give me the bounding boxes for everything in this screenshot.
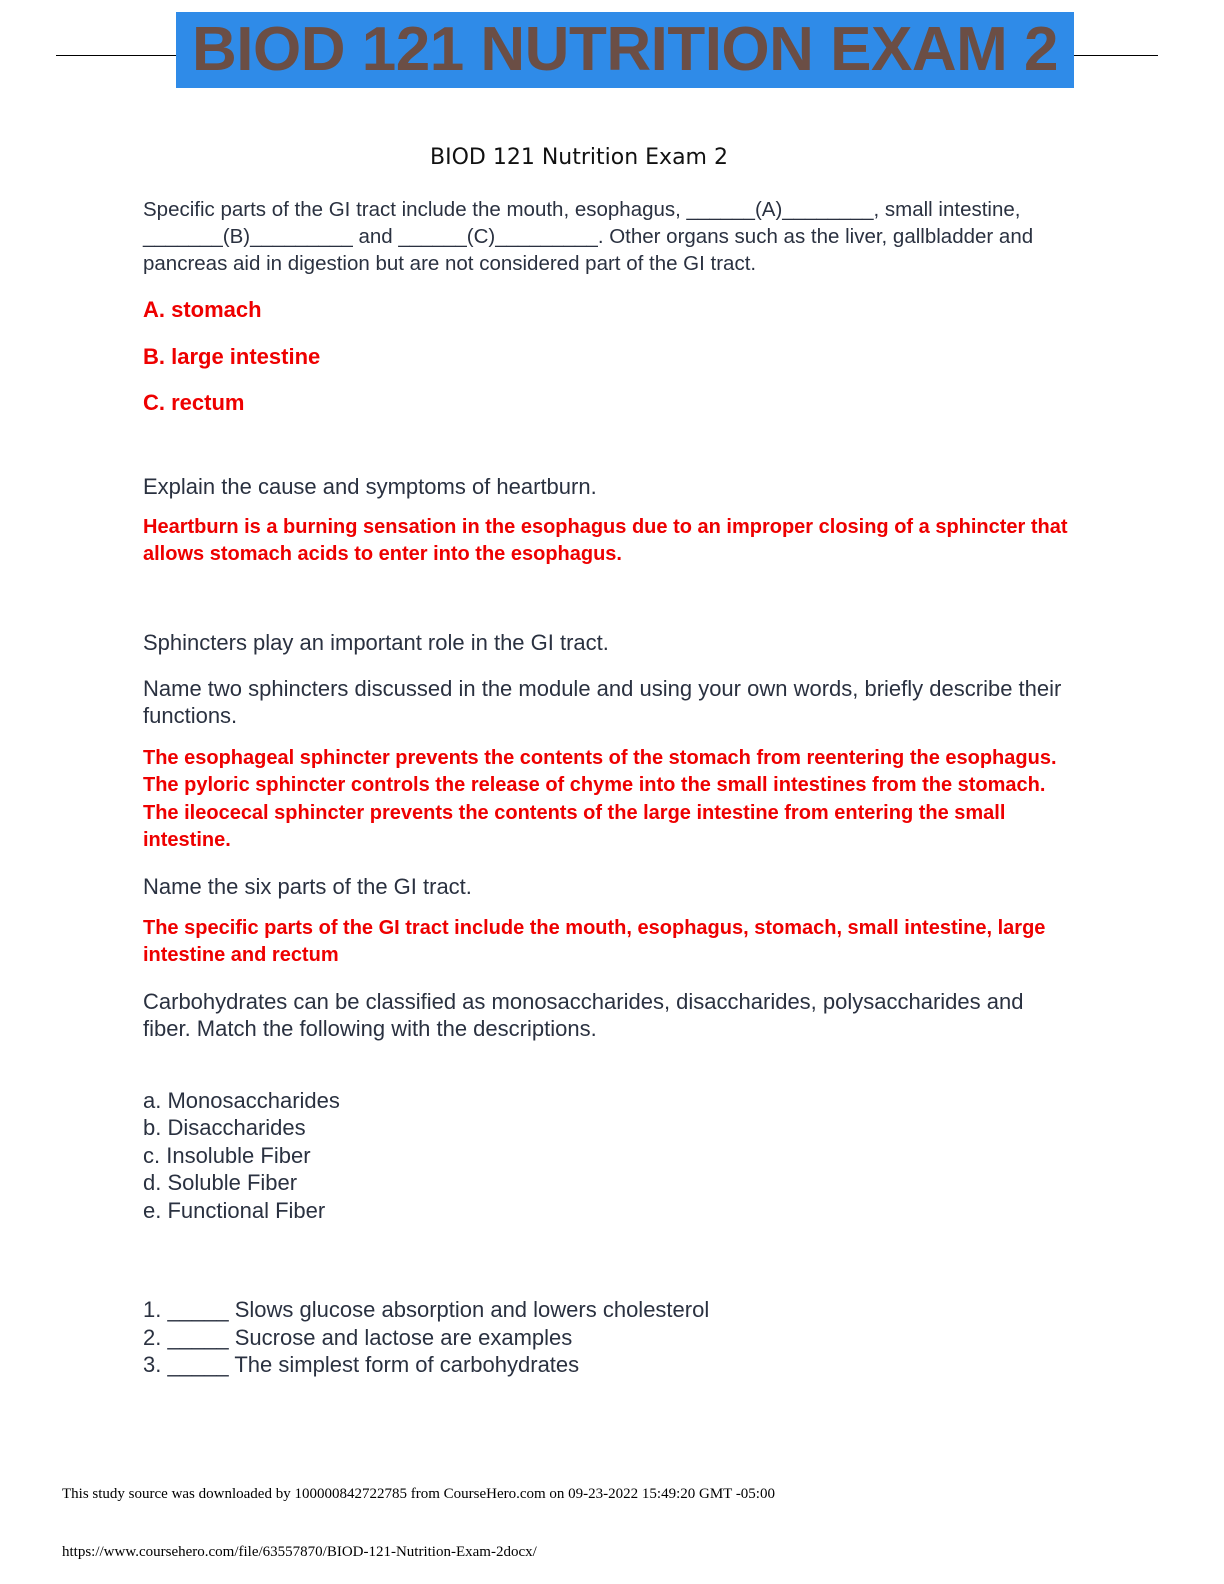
download-source-note: This study source was downloaded by 100000842722785 from CourseHero.com on 09-23-2022 15:49:20 GMT -05:00 bbox=[62, 1486, 775, 1502]
question-carbohydrates: Carbohydrates can be classified as monosaccharides, disaccharides, polysaccharides and fiber. Match the following with the descriptions. bbox=[143, 988, 1024, 1041]
question-gi-parts: Specific parts of the GI tract include the mouth, esophagus, ______(A)________, small intestine, _______(B)_________ and ______(C)_________. Other organs such as the liver, gallbladder and pancreas aid in digestion but are not considered part of the GI tract. bbox=[143, 198, 1034, 275]
list-item: d. Soluble Fiber bbox=[143, 1170, 298, 1195]
answer-heartburn: Heartburn is a burning sensation in the esophagus due to an improper closing of a sphincter that allows stomach acids to enter into the esophagus. bbox=[143, 515, 1068, 565]
list-item: 3. _____ The simplest form of carbohydrates bbox=[143, 1352, 580, 1377]
list-item: e. Functional Fiber bbox=[143, 1197, 326, 1223]
answer-a: A. stomach bbox=[143, 297, 262, 322]
document-title: BIOD 121 Nutrition Exam 2 bbox=[430, 145, 728, 170]
list-item: 1. _____ Slows glucose absorption and lowers cholesterol bbox=[143, 1297, 710, 1322]
answer-six-parts: The specific parts of the GI tract include the mouth, esophagus, stomach, small intestine, large intestine and rectum bbox=[143, 916, 1046, 966]
list-item: a. Monosaccharides bbox=[143, 1087, 340, 1113]
answer-b: B. large intestine bbox=[143, 343, 321, 369]
source-url[interactable]: https://www.coursehero.com/file/63557870/BIOD-121-Nutrition-Exam-2docx/ bbox=[62, 1544, 537, 1560]
sphincter-intro: Sphincters play an important role in the GI tract. bbox=[143, 629, 609, 655]
question-sphincters: Name two sphincters discussed in the module and using your own words, briefly describe their functions. bbox=[143, 675, 1062, 728]
list-item: b. Disaccharides bbox=[143, 1115, 306, 1140]
answer-sphincters: The esophageal sphincter prevents the contents of the stomach from reentering the esophagus. The pyloric sphincter controls the release of chyme into the small intestines from the stomach. The ileocecal sphincter prevents the contents of the large intestine from entering the small intestine. bbox=[143, 746, 1057, 851]
title-rule-right bbox=[1072, 55, 1158, 56]
match-options-list bbox=[143, 1087, 1073, 1225]
banner-title: BIOD 121 NUTRITION EXAM 2 bbox=[176, 12, 1074, 88]
match-items-list bbox=[143, 1296, 1073, 1379]
document-body bbox=[143, 196, 1073, 1379]
title-rule-left bbox=[56, 55, 178, 56]
question-six-parts: Name the six parts of the GI tract. bbox=[143, 873, 472, 899]
list-item: c. Insoluble Fiber bbox=[143, 1142, 311, 1168]
question-heartburn: Explain the cause and symptoms of heartburn. bbox=[143, 473, 597, 499]
answer-c: C. rectum bbox=[143, 390, 245, 415]
list-item: 2. _____ Sucrose and lactose are examples bbox=[143, 1324, 573, 1350]
